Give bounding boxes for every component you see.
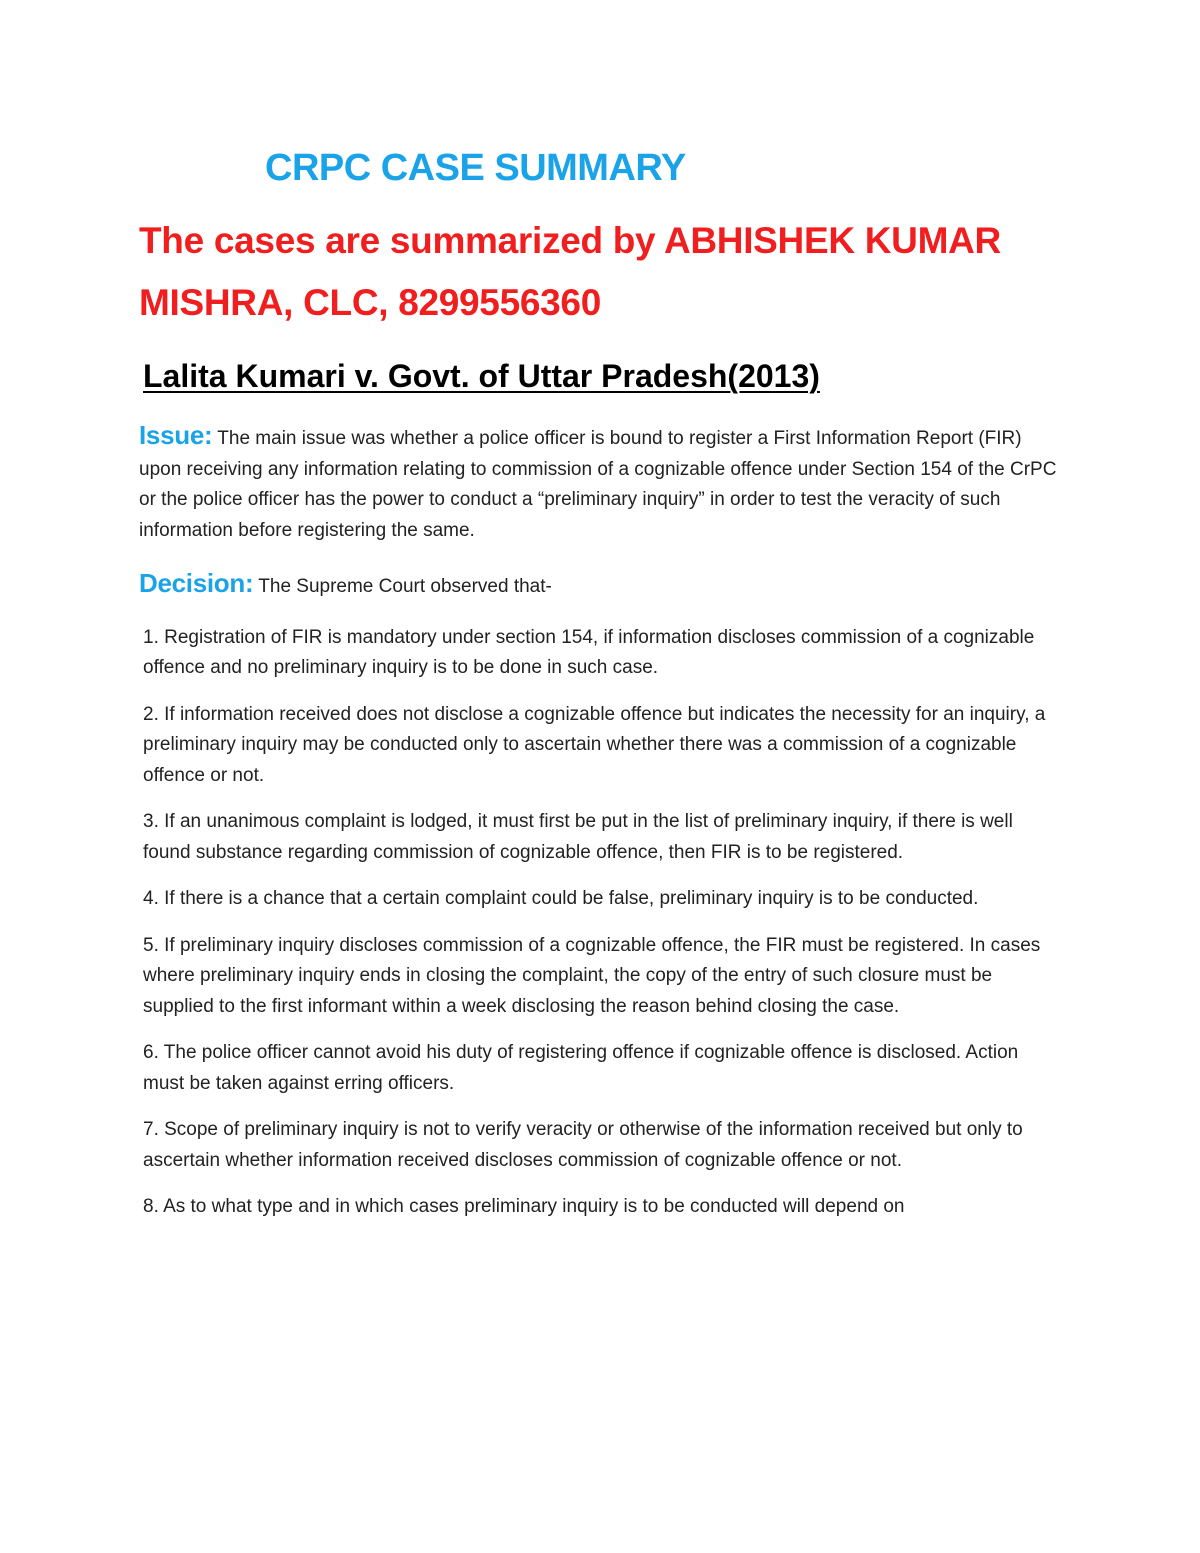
decision-point-1: 1. Registration of FIR is mandatory under section 154, if information discloses commission of a cognizable offence and no preliminary inquiry is to be done in such case. <box>143 626 1035 678</box>
decision-intro: The Supreme Court observed that- <box>258 576 552 597</box>
decision-section <box>139 568 1063 603</box>
decision-point-8: 8. As to what type and in which cases preliminary inquiry is to be conducted will depend on <box>143 1196 905 1217</box>
decision-point-5: 5. If preliminary inquiry discloses commission of a cognizable offence, the FIR must be registered. In cases where preliminary inquiry ends in closing the complaint, the copy of the entry of such closure must be supplied to the first informant within a week disclosing the reason behind closing the case. <box>143 934 1041 1017</box>
issue-label: Issue: <box>139 420 213 450</box>
decision-point-4: 4. If there is a chance that a certain complaint could be false, preliminary inquiry is to be conducted. <box>143 888 979 909</box>
document-page <box>139 140 1063 1223</box>
decision-point-2: 2. If information received does not disclose a cognizable offence but indicates the necessity for an inquiry, a preliminary inquiry may be conducted only to ascertain whether there was a commission of a cognizable offence or not. <box>143 703 1046 786</box>
issue-text: The main issue was whether a police officer is bound to register a First Information Report (FIR) upon receiving any information relating to commission of a cognizable offence under Section 154 of the CrPC or the police officer has the power to conduct a “preliminary inquiry” in order to test the veracity of such information before registering the same. <box>139 428 1057 541</box>
case-title: Lalita Kumari v. Govt. of Uttar Pradesh(2013) <box>143 358 820 394</box>
decision-point-6: 6. The police officer cannot avoid his duty of registering offence if cognizable offence is disclosed. Action must be taken against erring officers. <box>143 1042 1019 1094</box>
decision-label: Decision: <box>139 568 254 598</box>
author-byline: The cases are summarized by ABHISHEK KUMAR MISHRA, CLC, 8299556360 <box>139 220 1001 323</box>
decision-point-3: 3. If an unanimous complaint is lodged, it must first be put in the list of preliminary inquiry, if there is well found substance regarding commission of cognizable offence, then FIR is to be registered. <box>143 811 1013 863</box>
issue-section <box>139 420 1063 546</box>
document-title: CRPC CASE SUMMARY <box>265 147 686 189</box>
decision-point-7: 7. Scope of preliminary inquiry is not to verify veracity or otherwise of the information received but only to ascertain whether information received discloses commission of cognizable offence or not. <box>143 1119 1023 1171</box>
